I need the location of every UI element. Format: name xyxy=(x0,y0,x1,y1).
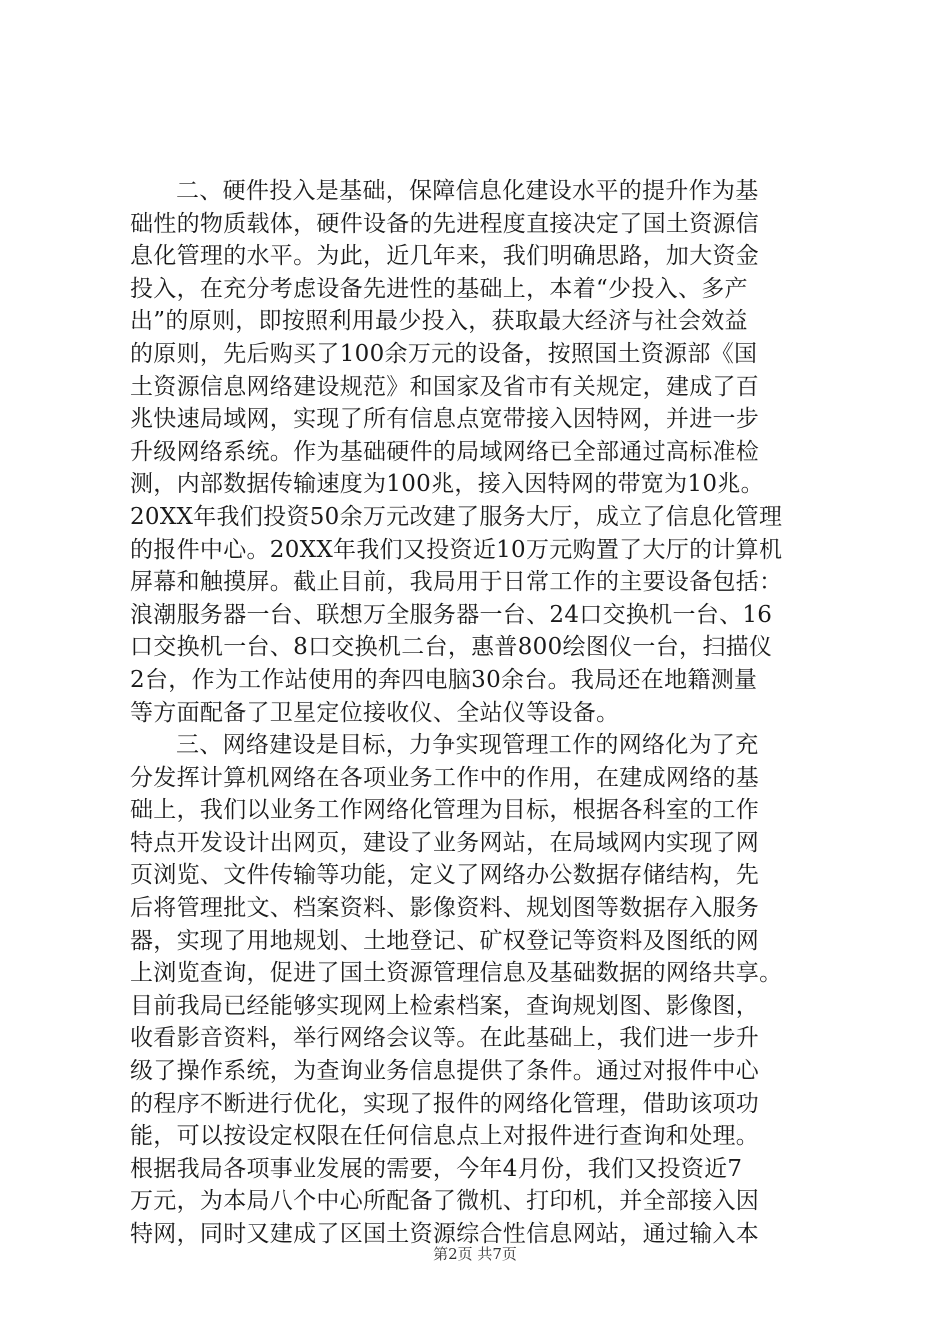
paragraph-line: 特点开发设计出网页，建设了业务网站，在局域网内实现了网 xyxy=(130,829,760,856)
paragraph-line: 二、硬件投入是基础，保障信息化建设水平的提升作为基 xyxy=(176,178,759,204)
paragraph-line: 础上，我们以业务工作网络化管理为目标，根据各科室的工作 xyxy=(130,797,760,824)
paragraph-line: 页浏览、文件传输等功能，定义了网络办公数据存储结构，先 xyxy=(130,862,760,889)
paragraph-line: 投入，在充分考虑设备先进性的基础上，本着“少投入、多产 xyxy=(130,275,748,302)
paragraph-line: 等方面配备了卫星定位接收仪、全站仪等设备。 xyxy=(130,699,620,726)
paragraph-line: 万元，为本局八个中心所配备了微机、打印机，并全部接入因 xyxy=(130,1188,760,1215)
paragraph-line: 屏幕和触摸屏。截止目前，我局用于日常工作的主要设备包括： xyxy=(130,569,783,596)
paragraph-line: 础性的物质载体，硬件设备的先进程度直接决定了国土资源信 xyxy=(130,210,760,237)
paragraph-line: 测，内部数据传输速度为100兆，接入因特网的带宽为10兆。 xyxy=(130,471,764,498)
paragraph-line: 土资源信息网络建设规范》和国家及省市有关规定，建成了百 xyxy=(130,373,760,400)
paragraph-line: 特网，同时又建成了区国土资源综合性信息网站，通过输入本 xyxy=(130,1221,760,1247)
paragraph-line: 上浏览查询，促进了国土资源管理信息及基础数据的网络共享。 xyxy=(130,960,783,987)
paragraph-line: 根据我局各项事业发展的需要，今年4月份，我们又投资近7 xyxy=(130,1155,743,1182)
page-number-footer: 第2页 共7页 xyxy=(433,1245,517,1263)
paragraph-line: 息化管理的水平。为此，近几年来，我们明确思路，加大资金 xyxy=(130,243,760,270)
paragraph-line: 的程序不断进行优化，实现了报件的网络化管理，借助该项功 xyxy=(130,1090,760,1117)
paragraph-line: 分发挥计算机网络在各项业务工作中的作用，在建成网络的基 xyxy=(130,764,760,791)
paragraph-line: 的报件中心。20XX年我们又投资近10万元购置了大厅的计算机 xyxy=(130,536,783,563)
body-text xyxy=(130,175,830,1251)
paragraph-line: 出”的原则，即按照利用最少投入，获取最大经济与社会效益 xyxy=(130,308,748,335)
paragraph-line: 目前我局已经能够实现网上检索档案，查询规划图、影像图， xyxy=(130,992,760,1019)
paragraph-line: 升级网络系统。作为基础硬件的局域网络已全部通过高标准检 xyxy=(130,438,760,465)
paragraph-line: 20XX年我们投资50余万元改建了服务大厅，成立了信息化管理 xyxy=(130,503,783,530)
paragraph-line: 的原则，先后购买了100余万元的设备，按照国土资源部《国 xyxy=(130,340,758,367)
paragraph-line: 兆快速局域网，实现了所有信息点宽带接入因特网，并进一步 xyxy=(130,406,760,433)
paragraph-line: 收看影音资料，举行网络会议等。在此基础上，我们进一步升 xyxy=(130,1025,760,1052)
paragraph-line: 三、网络建设是目标，力争实现管理工作的网络化为了充 xyxy=(176,732,759,759)
paragraph-line: 2台，作为工作站使用的奔四电脑30余台。我局还在地籍测量 xyxy=(130,666,758,693)
paragraph-line: 浪潮服务器一台、联想万全服务器一台、24口交换机一台、16 xyxy=(130,601,773,628)
paragraph-line: 器，实现了用地规划、土地登记、矿权登记等资料及图纸的网 xyxy=(130,927,760,954)
paragraph-line: 后将管理批文、档案资料、影像资料、规划图等数据存入服务 xyxy=(130,895,760,922)
paragraph-line: 能，可以按设定权限在任何信息点上对报件进行查询和处理。 xyxy=(130,1123,760,1150)
paragraph-line: 级了操作系统，为查询业务信息提供了条件。通过对报件中心 xyxy=(130,1058,760,1085)
paragraph-line: 口交换机一台、8口交换机二台，惠普800绘图仪一台，扫描仪 xyxy=(130,634,773,661)
